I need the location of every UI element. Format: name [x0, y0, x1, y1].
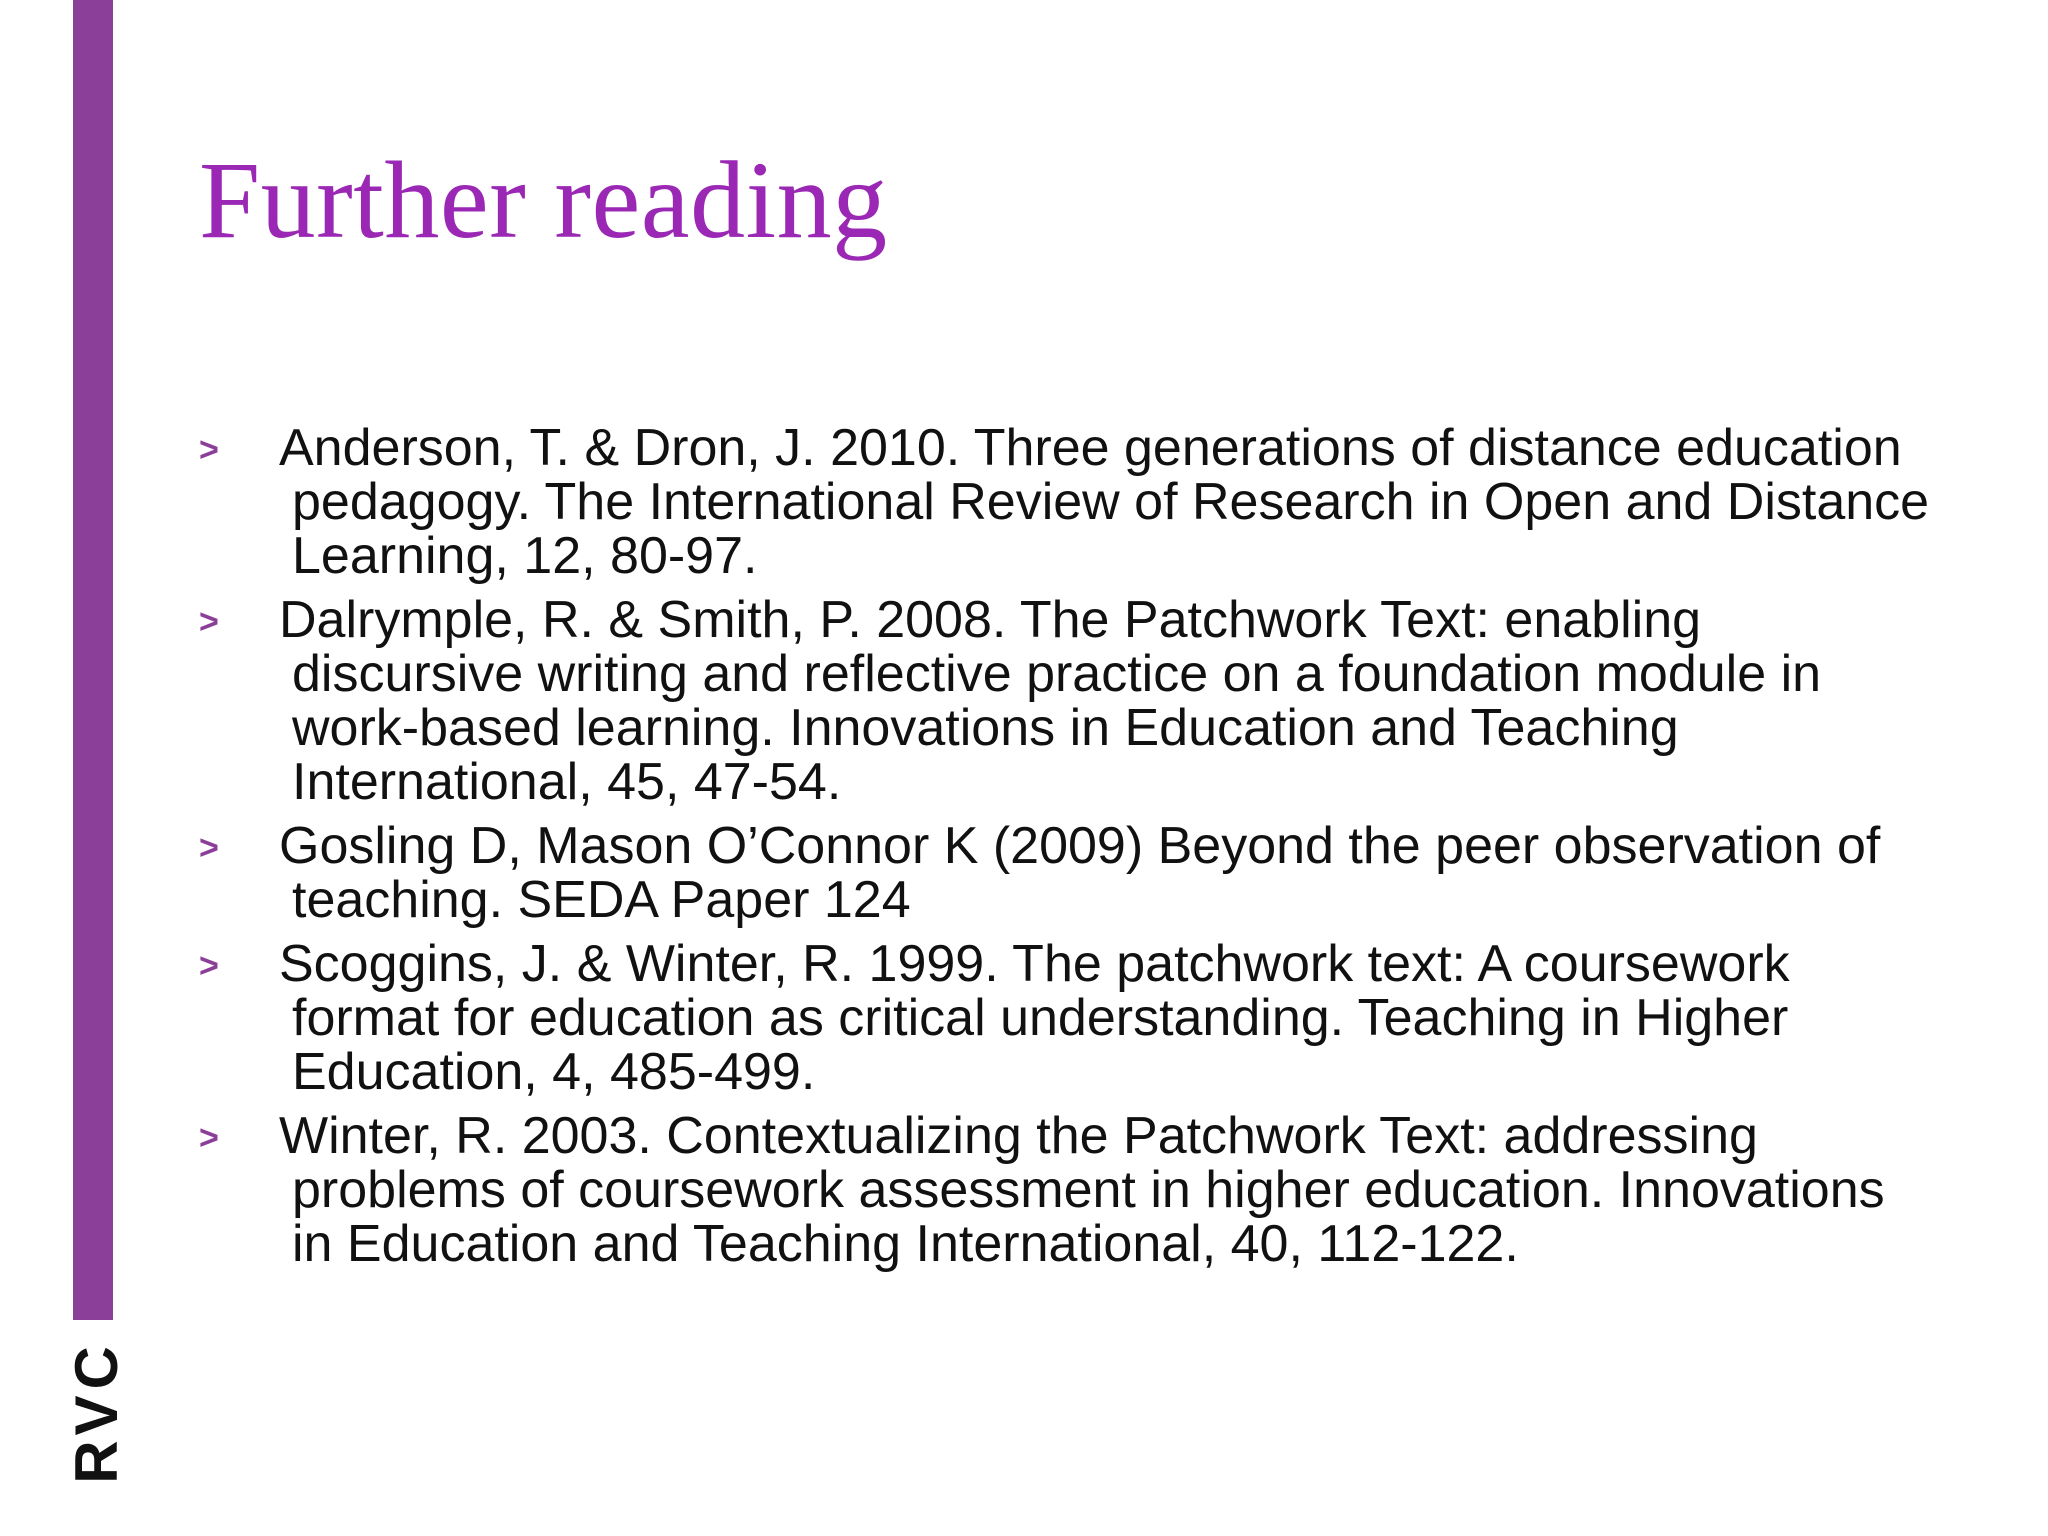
reference-text: Scoggins, J. & Winter, R. 1999. The patchwork text: A coursework format for education as critical understanding. Teaching in Higher Education, 4, 485-499.	[279, 935, 1790, 1101]
reference-text: Dalrymple, R. & Smith, P. 2008. The Patchwork Text: enabling discursive writing and reflective practice on a foundation module in work-based learning. Innovations in Education and Teaching International, 45, 47-54.	[279, 591, 1822, 811]
rvc-logo-text: RVC	[63, 1340, 130, 1484]
reference-text: Winter, R. 2003. Contextualizing the Patchwork Text: addressing problems of coursework assessment in higher education. Innovations in Education and Teaching International, 40, 112-122.	[279, 1107, 1885, 1273]
reference-item	[199, 593, 1959, 809]
chevron-right-icon: >	[199, 947, 219, 985]
reference-text: Gosling D, Mason O’Connor K (2009) Beyond the peer observation of teaching. SEDA Paper 124	[279, 817, 1881, 929]
slide-title: Further reading	[199, 139, 888, 261]
reference-item	[199, 937, 1959, 1099]
reference-item	[199, 421, 1959, 583]
chevron-right-icon: >	[199, 829, 219, 867]
reference-list	[199, 421, 1959, 1281]
chevron-right-icon: >	[199, 1119, 219, 1157]
chevron-right-icon: >	[199, 603, 219, 641]
chevron-right-icon: >	[199, 431, 219, 469]
reference-text: Anderson, T. & Dron, J. 2010. Three generations of distance education pedagogy. The International Review of Research in Open and Distance Learning, 12, 80-97.	[279, 419, 1930, 585]
left-accent-bar	[73, 0, 113, 1536]
reference-item	[199, 1109, 1959, 1271]
reference-item	[199, 819, 1959, 927]
